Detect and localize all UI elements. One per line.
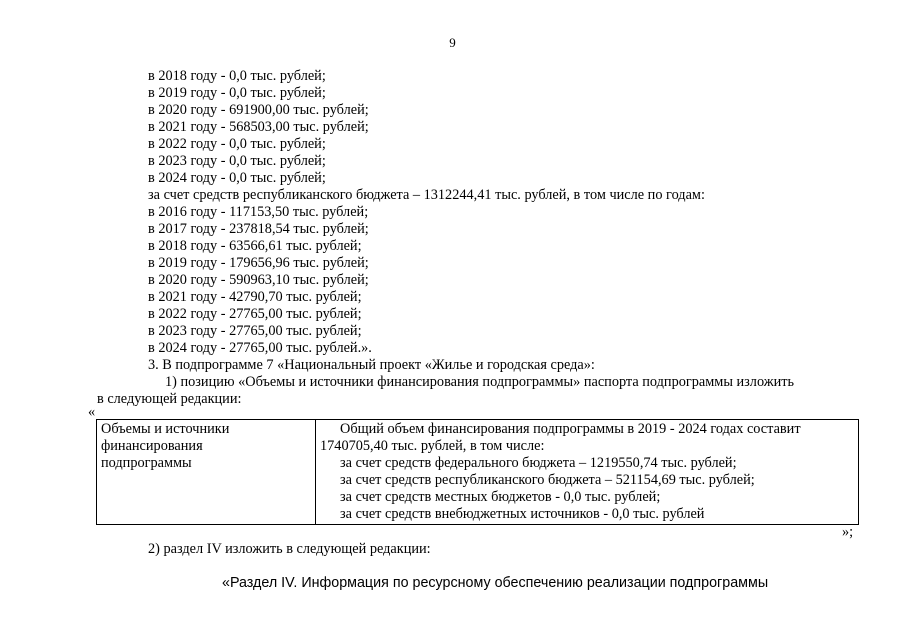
item1-line1: 1) позицию «Объемы и источники финансирования подпрограммы» паспорта подпрограммы изложить <box>165 374 795 390</box>
quote-close: »; <box>842 524 854 540</box>
page-number: 9 <box>449 35 456 50</box>
right-cell-line: Общий объем финансирования подпрограммы в 2019 - 2024 годах составит <box>340 421 801 437</box>
text-line: 3. В подпрограмме 7 «Национальный проект «Жилье и городская среда»: <box>148 357 595 373</box>
quote-open: « <box>88 404 96 420</box>
right-cell-line: за счет средств республиканского бюджета – 521154,69 тыс. рублей; <box>340 472 755 488</box>
item2-line: 2) раздел IV изложить в следующей редакции: <box>148 541 431 557</box>
text-line: в 2018 году - 63566,61 тыс. рублей; <box>148 238 362 254</box>
text-line: в 2020 году - 691900,00 тыс. рублей; <box>148 102 369 118</box>
right-cell-line: 1740705,40 тыс. рублей, в том числе: <box>320 438 545 454</box>
left-cell-line: Объемы и источники <box>101 421 230 437</box>
text-line: в 2019 году - 0,0 тыс. рублей; <box>148 85 326 101</box>
text-line: в 2017 году - 237818,54 тыс. рублей; <box>148 221 369 237</box>
left-cell-line: подпрограммы <box>101 455 192 471</box>
left-cell-line: финансирования <box>101 438 203 454</box>
section-heading: «Раздел IV. Информация по ресурсному обеспечению реализации подпрограммы <box>222 575 769 591</box>
passport-table <box>96 419 859 525</box>
text-line: в 2022 году - 27765,00 тыс. рублей; <box>148 306 362 322</box>
table-right-cell <box>316 420 859 525</box>
table-row <box>97 420 859 525</box>
text-line: в 2020 году - 590963,10 тыс. рублей; <box>148 272 369 288</box>
text-line: в 2024 году - 0,0 тыс. рублей; <box>148 170 326 186</box>
text-line: в 2023 году - 27765,00 тыс. рублей; <box>148 323 362 339</box>
right-cell-line: за счет средств внебюджетных источников - 0,0 тыс. рублей <box>340 506 705 522</box>
text-line: в 2019 году - 179656,96 тыс. рублей; <box>148 255 369 271</box>
item1-line2: в следующей редакции: <box>97 391 242 407</box>
text-line: в 2023 году - 0,0 тыс. рублей; <box>148 153 326 169</box>
text-line: в 2018 году - 0,0 тыс. рублей; <box>148 68 326 84</box>
table-left-cell <box>97 420 316 525</box>
text-line: в 2021 году - 568503,00 тыс. рублей; <box>148 119 369 135</box>
text-line: за счет средств республиканского бюджета – 1312244,41 тыс. рублей, в том числе по годам: <box>148 187 705 203</box>
right-cell-line: за счет средств федерального бюджета – 1219550,74 тыс. рублей; <box>340 455 737 471</box>
text-line: в 2016 году - 117153,50 тыс. рублей; <box>148 204 369 220</box>
text-line: в 2024 году - 27765,00 тыс. рублей.». <box>148 340 372 356</box>
text-line: в 2022 году - 0,0 тыс. рублей; <box>148 136 326 152</box>
text-line: в 2021 году - 42790,70 тыс. рублей; <box>148 289 362 305</box>
right-cell-line: за счет средств местных бюджетов - 0,0 тыс. рублей; <box>340 489 661 505</box>
